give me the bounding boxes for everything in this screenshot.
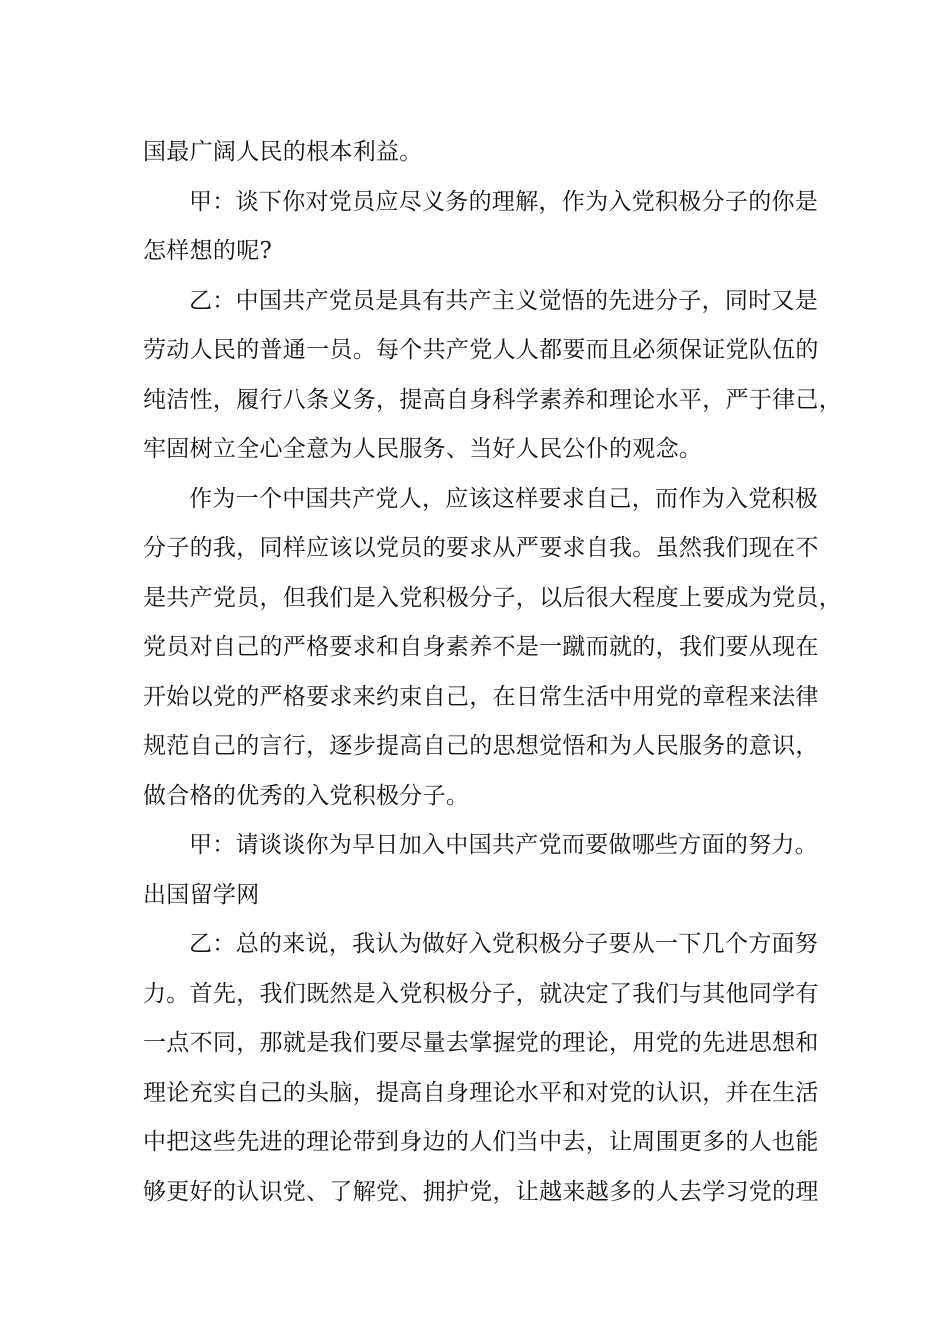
text-line: 出国留学网 xyxy=(143,881,260,908)
text-line: 一点不同，那就是我们要尽量去掌握党的理论，用党的先进思想和 xyxy=(143,1030,819,1056)
text-line: 中把这些先进的理论带到身边的人们当中去，让周围更多的人也能 xyxy=(143,1129,819,1155)
text-line: 党员对自己的严格要求和自身素养不是一蹴而就的，我们要从现在 xyxy=(143,634,819,660)
text-line: 分子的我，同样应该以党员的要求从严要求自我。虽然我们现在不 xyxy=(143,535,819,561)
body-text xyxy=(143,128,842,1217)
text-line: 理论充实自己的头脑，提高自身理论水平和对党的认识，并在生活 xyxy=(143,1079,819,1106)
text-line: 做合格的优秀的入党积极分子。 xyxy=(143,782,470,809)
text-line: 力。首先，我们既然是入党积极分子，就决定了我们与其他同学有 xyxy=(143,980,819,1007)
text-line: 牢固树立全心全意为人民服务、当好人民公仆的观念。 xyxy=(143,436,703,462)
text-line: 甲：谈下你对党员应尽义务的理解，作为入党积极分子的你是 xyxy=(189,188,819,215)
text-line: 是共产党员，但我们是入党积极分子，以后很大程度上要成为党员， xyxy=(143,584,842,611)
text-line: 开始以党的严格要求来约束自己，在日常生活中用党的章程来法律 xyxy=(143,683,819,710)
text-line: 怎样想的呢? xyxy=(143,238,273,264)
text-line: 劳动人民的普通一员。每个共产党人人都要而且必须保证党队伍的 xyxy=(143,337,819,363)
text-line: 作为一个中国共产党人，应该这样要求自己，而作为入党积极 xyxy=(189,485,819,512)
text-line: 乙：中国共产党员是具有共产主义觉悟的先进分子，同时又是 xyxy=(189,287,819,314)
text-line: 够更好的认识党、了解党、拥护党，让越来越多的人去学习党的理 xyxy=(143,1178,819,1205)
text-line: 规范自己的言行，逐步提高自己的思想觉悟和为人民服务的意识， xyxy=(143,733,819,759)
text-line: 甲：请谈谈你为早日加入中国共产党而要做哪些方面的努力。 xyxy=(189,832,819,858)
text-line: 纯洁性，履行八条义务，提高自身科学素养和理论水平，严于律己， xyxy=(143,386,842,413)
text-line: 国最广阔人民的根本利益。 xyxy=(143,139,423,165)
text-line: 乙：总的来说，我认为做好入党积极分子要从一下几个方面努 xyxy=(189,931,819,957)
